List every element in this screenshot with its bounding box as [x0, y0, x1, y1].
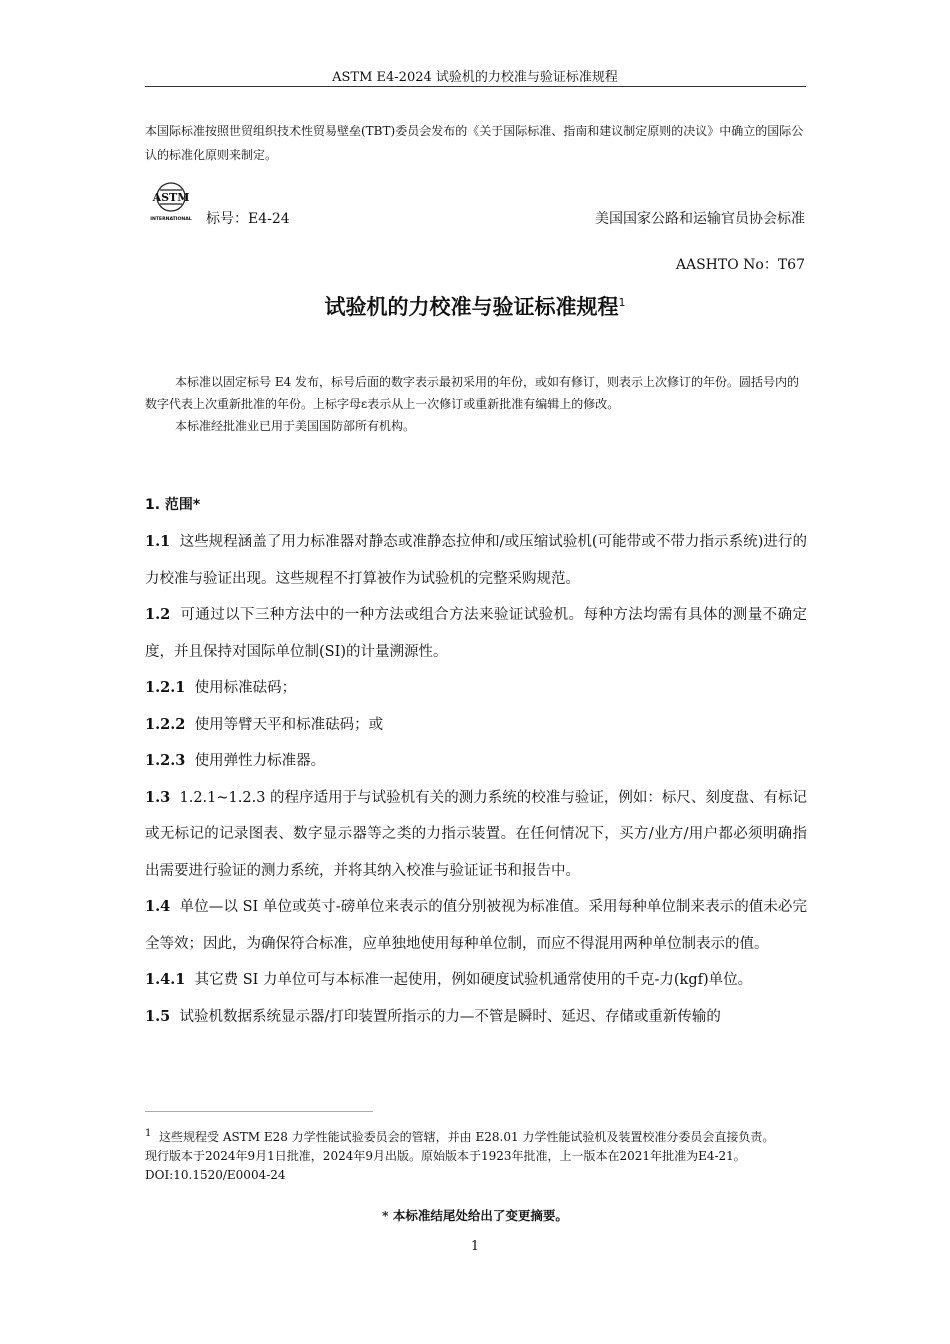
- clause-text: 使用弹性力标准器。: [194, 753, 326, 769]
- logo-text: ASTM: [152, 191, 190, 204]
- page-number: 1: [470, 1239, 480, 1254]
- section-body: [145, 524, 807, 1035]
- doi: DOI:10.1520/E0004-24: [145, 1168, 286, 1182]
- clause-text: 单位—以 SI 单位或英寸-磅单位来表示的值分别被视为标准值。采用每种单位制来表示的值未必完全等效；因此，为确保符合标准，应单独地使用每种单位制，而应不得混用两种单位制表示的值。: [145, 899, 808, 952]
- clause-1-5: [145, 999, 807, 1036]
- clause-text: 使用标准砝码；: [194, 680, 297, 696]
- clause-number: 1.5: [145, 1007, 171, 1025]
- clause-1-4: [145, 889, 807, 962]
- footnotes: [145, 1124, 810, 1185]
- clause-text: 这些规程涵盖了用力标准器对静态或准静态拉伸和/或压缩试验机(可能带或不带力指示系统)进行的力校准与验证出现。这些规程不打算被作为试验机的完整采购规范。: [145, 534, 807, 587]
- aashto-number: AASHTO No：T67: [675, 257, 805, 273]
- clause-1-2-2: [145, 707, 807, 744]
- clause-number: 1.2.3: [145, 752, 186, 769]
- section-heading-scope: 1. 范围*: [145, 497, 201, 513]
- clause-number: 1.2: [145, 606, 171, 623]
- footnote-text: 这些规程受 ASTM E28 力学性能试验委员会的管辖，并由 E28.01 力学性能试验机及装置校准分委员会直接负责。: [159, 1130, 775, 1144]
- standard-designation: 标号：E4-24: [206, 211, 290, 227]
- clause-text: 其它费 SI 力单位可与本标准一起使用，例如硬度试验机通常使用的千克-力(kgf)单位。: [194, 972, 753, 988]
- preamble: [145, 371, 807, 437]
- change-summary-note: * 本标准结尾处给出了变更摘要。: [382, 1208, 568, 1223]
- logo-subtext: INTERNATIONAL: [150, 217, 192, 222]
- document-title: [145, 291, 805, 321]
- title-text: 试验机的力校准与验证标准规程: [324, 295, 619, 319]
- clause-text: 1.2.1~1.2.3 的程序适用于与试验机有关的测力系统的校准与验证，例如：标尺、刻度盘、有标记或无标记的记录图表、数字显示器等之类的力指示装置。在任何情况下，买方/业方/用户都必须明确指出需要进行验证的测力系统，并将其纳入校准与验证证书和报告中。: [145, 789, 808, 879]
- preamble-paragraph: 本标准经批准业已用于美国国防部所有机构。: [175, 419, 416, 433]
- clause-text: 试验机数据系统显示器/打印装置所指示的力—不管是瞬时、延迟、存储或重新传输的: [179, 1008, 721, 1025]
- clause-text: 可通过以下三种方法中的一种方法或组合方法来验证试验机。每种方法均需有具体的测量不确定度，并且保持对国际单位制(SI)的计量溯源性。: [145, 607, 808, 660]
- footnote-1: [145, 1124, 810, 1147]
- clause-1-2: [145, 597, 807, 670]
- clause-number: 1.2.2: [145, 715, 186, 733]
- clause-1-4-1: [145, 962, 807, 999]
- clause-number: 1.4.1: [145, 971, 186, 988]
- clause-number: 1.2.1: [145, 679, 186, 696]
- clause-number: 1.3: [145, 788, 171, 806]
- running-header: ASTM E4-2024 试验机的力校准与验证标准规程: [332, 70, 618, 85]
- clause-number: 1.1: [145, 533, 171, 550]
- header-divider: [145, 86, 806, 87]
- clause-number: 1.4: [145, 898, 171, 915]
- clause-1-3: [145, 780, 807, 890]
- preamble-paragraph: 本标准以固定标号 E4 发布，标号后面的数字表示最初采用的年份，或如有修订，则表示上次修订的年份。圆括号内的数字代表上次重新批准的年份。上标字母ε表示从上一次修订或重新批准有编辑上的修改。: [145, 375, 800, 411]
- clause-1-1: [145, 524, 807, 597]
- clause-1-2-3: [145, 743, 807, 780]
- aashto-organization: 美国国家公路和运输官员协会标准: [595, 211, 805, 227]
- footnote-mark: 1: [145, 1128, 152, 1139]
- title-footnote-mark: 1: [618, 296, 626, 309]
- intro-statement: 本国际标准按照世贸组织技术性贸易壁垒(TBT)委员会发布的《关于国际标准、指南和建议制定原则的决议》中确立的国际公认的标准化原则来制定。: [145, 124, 804, 162]
- footnote-divider: [145, 1111, 373, 1112]
- astm-logo: [148, 180, 194, 224]
- clause-text: 使用等臂天平和标准砝码；或: [194, 716, 384, 733]
- clause-1-2-1: [145, 670, 807, 707]
- version-note: 现行版本于2024年9月1日批准，2024年9月出版。原始版本于1923年批准，上一版本在2021年批准为E4-21。: [145, 1149, 746, 1163]
